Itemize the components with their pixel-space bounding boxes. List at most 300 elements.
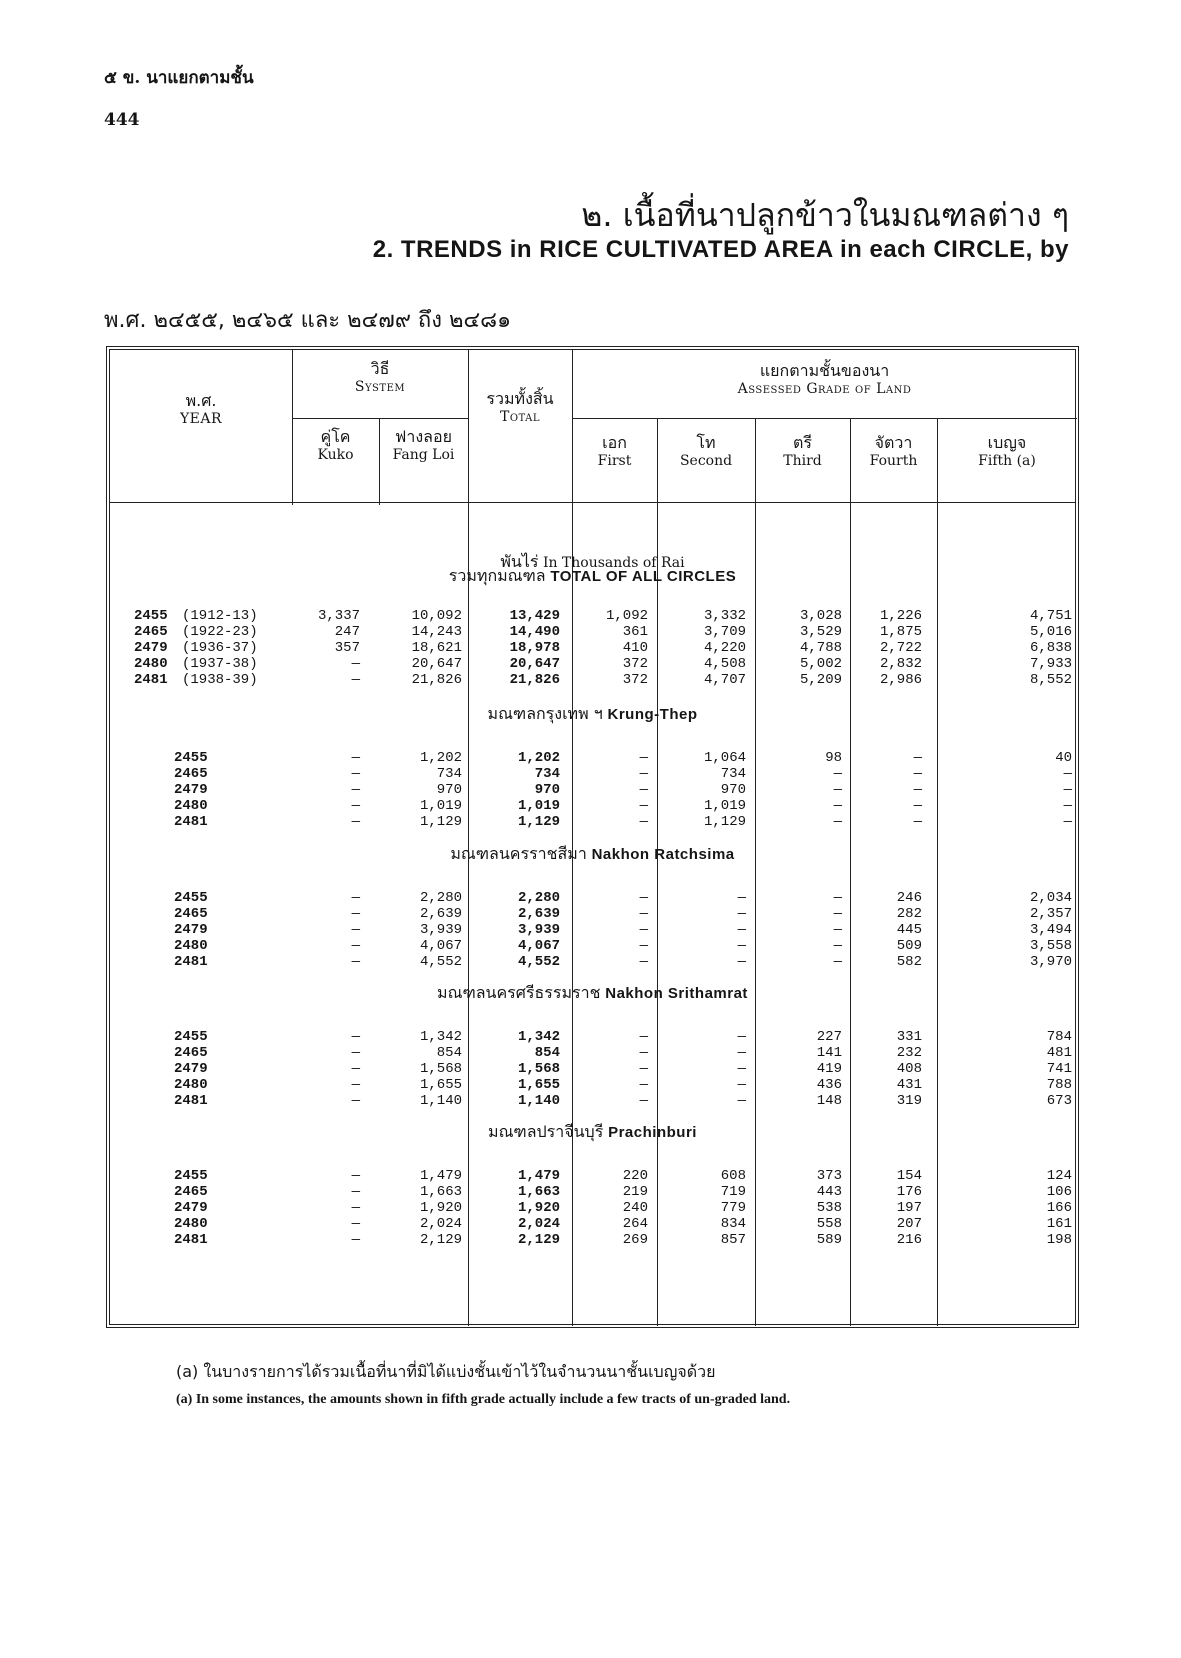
cell-fang: 1,655 — [419, 1077, 462, 1093]
cell-g1: — — [639, 1093, 648, 1109]
footnote-thai: (a) ในบางรายการได้รวมเนื้อที่นาที่มิได้แบ่งชั้นเข้าไว้ในจำนวนนาชั้นเบญจด้วย — [176, 1362, 716, 1381]
cell-g2: 970 — [720, 782, 746, 798]
cell-g3: — — [833, 766, 842, 782]
cell-g3: — — [833, 798, 842, 814]
cell-g1: — — [639, 922, 648, 938]
table-row — [110, 1061, 1075, 1078]
cell-g2: 3,332 — [703, 608, 746, 624]
cell-kuko: — — [351, 1093, 360, 1109]
cell-g2: — — [737, 1077, 746, 1093]
cell-g5: 673 — [1046, 1093, 1072, 1109]
cell-total: 734 — [534, 766, 560, 782]
cell-year: 2479 — [174, 782, 208, 798]
cell-year: 2481 — [174, 1232, 208, 1248]
cell-g4: 509 — [896, 938, 922, 954]
cell-total: 4,552 — [517, 954, 560, 970]
system-header-en: System — [354, 379, 406, 395]
table-row — [110, 1077, 1075, 1094]
table-row — [110, 1184, 1075, 1201]
cell-g2: — — [737, 906, 746, 922]
fourth-header-thai: จัตวา — [874, 433, 913, 452]
cell-total: 1,663 — [517, 1184, 560, 1200]
cell-total: 854 — [534, 1045, 560, 1061]
cell-g5: — — [1063, 814, 1072, 830]
cell-g4: 331 — [896, 1029, 922, 1045]
cell-total: 1,129 — [517, 814, 560, 830]
grade-header — [572, 362, 1077, 398]
cell-fang: 970 — [436, 782, 462, 798]
cell-g1: — — [639, 938, 648, 954]
cell-g2: — — [737, 1061, 746, 1077]
cell-kuko: — — [351, 954, 360, 970]
section-title-thai: มณฑลปราจีนบุรี — [488, 1122, 604, 1141]
cell-fang: 4,067 — [419, 938, 462, 954]
cell-g2: 608 — [720, 1168, 746, 1184]
cell-fang: 1,568 — [419, 1061, 462, 1077]
cell-year: 2455 — [174, 890, 208, 906]
cell-year: 2480 — [134, 656, 168, 672]
years-thai: พ.ศ. ๒๔๕๕, ๒๔๖๕ และ ๒๔๗๙ ถึง ๒๔๘๑ — [104, 308, 512, 333]
cell-g3: 4,788 — [799, 640, 842, 656]
cell-fang: 1,479 — [419, 1168, 462, 1184]
cell-g1: — — [639, 1045, 648, 1061]
cell-g3: 443 — [816, 1184, 842, 1200]
table-row — [110, 1216, 1075, 1233]
unit-thai: พันไร่ — [500, 552, 539, 571]
cell-g2: 4,220 — [703, 640, 746, 656]
year-header — [110, 392, 292, 428]
cell-g3: 3,028 — [799, 608, 842, 624]
cell-g5: — — [1063, 798, 1072, 814]
third-header-en: Third — [783, 453, 822, 469]
section-title-en: TOTAL OF ALL CIRCLES — [550, 568, 737, 585]
third-header — [755, 434, 850, 470]
cell-g1: — — [639, 1029, 648, 1045]
cell-kuko: — — [351, 1077, 360, 1093]
cell-g2: 857 — [720, 1232, 746, 1248]
cell-g1: — — [639, 766, 648, 782]
cell-g4: 232 — [896, 1045, 922, 1061]
cell-g2: — — [737, 954, 746, 970]
cell-g1: 269 — [622, 1232, 648, 1248]
fifth-header — [937, 434, 1077, 470]
cell-total: 1,479 — [517, 1168, 560, 1184]
cell-g5: 784 — [1046, 1029, 1072, 1045]
cell-total: 1,140 — [517, 1093, 560, 1109]
cell-fang: 734 — [436, 766, 462, 782]
cell-g5: 788 — [1046, 1077, 1072, 1093]
cell-ad: (1937-38) — [182, 656, 258, 672]
section-title — [110, 564, 1075, 589]
cell-g1: — — [639, 1061, 648, 1077]
section-title — [110, 981, 1075, 1006]
cell-g3: 419 — [816, 1061, 842, 1077]
cell-g3: — — [833, 782, 842, 798]
table-row — [110, 954, 1075, 971]
cell-g5: 106 — [1046, 1184, 1072, 1200]
cell-year: 2465 — [174, 1045, 208, 1061]
cell-fang: 2,639 — [419, 906, 462, 922]
cell-g1: 240 — [622, 1200, 648, 1216]
cell-year: 2455 — [174, 750, 208, 766]
cell-total: 18,978 — [509, 640, 560, 656]
cell-year: 2480 — [174, 938, 208, 954]
cell-g5: 2,357 — [1029, 906, 1072, 922]
cell-fang: 2,024 — [419, 1216, 462, 1232]
cell-ad: (1936-37) — [182, 640, 258, 656]
cell-kuko: — — [351, 672, 360, 688]
cell-kuko: — — [351, 906, 360, 922]
cell-year: 2481 — [134, 672, 168, 688]
cell-g5: 124 — [1046, 1168, 1072, 1184]
title-english: 2. TRENDS in RICE CULTIVATED AREA in each CIRCLE, by — [372, 236, 1069, 263]
cell-ad: (1922-23) — [182, 624, 258, 640]
cell-g3: 538 — [816, 1200, 842, 1216]
cell-g2: 1,064 — [703, 750, 746, 766]
cell-year: 2479 — [174, 1061, 208, 1077]
cell-g3: 373 — [816, 1168, 842, 1184]
cell-year: 2479 — [134, 640, 168, 656]
cell-kuko: — — [351, 1216, 360, 1232]
cell-g1: 220 — [622, 1168, 648, 1184]
third-header-thai: ตรี — [793, 433, 812, 452]
cell-fang: 10,092 — [411, 608, 462, 624]
table-row — [110, 782, 1075, 799]
fifth-header-thai: เบญจ — [987, 433, 1027, 452]
second-header-en: Second — [679, 453, 733, 469]
cell-fang: 1,129 — [419, 814, 462, 830]
cell-g1: 372 — [622, 672, 648, 688]
table-row — [110, 906, 1075, 923]
cell-g4: 319 — [896, 1093, 922, 1109]
cell-total: 1,202 — [517, 750, 560, 766]
section-title — [110, 842, 1075, 867]
cell-fang: 1,663 — [419, 1184, 462, 1200]
cell-g5: 166 — [1046, 1200, 1072, 1216]
table-row — [110, 890, 1075, 907]
cell-total: 4,067 — [517, 938, 560, 954]
grade-rule — [572, 418, 1077, 419]
cell-g5: — — [1063, 766, 1072, 782]
cell-g4: — — [913, 814, 922, 830]
fourth-header-en: Fourth — [869, 453, 918, 469]
section-title — [110, 1120, 1075, 1145]
cell-g1: — — [639, 1077, 648, 1093]
cell-kuko: — — [351, 1232, 360, 1248]
cell-g5: 3,558 — [1029, 938, 1072, 954]
second-header — [657, 434, 755, 470]
cell-g5: 198 — [1046, 1232, 1072, 1248]
cell-kuko: — — [351, 782, 360, 798]
year-header-thai: พ.ศ. — [185, 391, 217, 410]
cell-fang: 1,342 — [419, 1029, 462, 1045]
cell-g1: 219 — [622, 1184, 648, 1200]
running-head: ๕ ข. นาแยกตามชั้น — [104, 68, 254, 88]
cell-g4: 282 — [896, 906, 922, 922]
cell-g2: — — [737, 922, 746, 938]
cell-year: 2465 — [174, 1184, 208, 1200]
cell-g2: 4,508 — [703, 656, 746, 672]
table-row — [110, 814, 1075, 831]
title-thai: ๒. เนื้อที่นาปลูกข้าวในมณฑลต่าง ๆ — [581, 196, 1069, 234]
cell-g4: — — [913, 766, 922, 782]
kuko-header-thai: คู่โค — [320, 427, 351, 446]
cell-g4: 445 — [896, 922, 922, 938]
cell-g3: — — [833, 938, 842, 954]
cell-fang: 854 — [436, 1045, 462, 1061]
page-number: 444 — [104, 110, 140, 130]
cell-kuko: — — [351, 798, 360, 814]
cell-kuko: 247 — [334, 624, 360, 640]
cell-g1: 410 — [622, 640, 648, 656]
section-title-en: Krung-Thep — [607, 706, 698, 723]
cell-kuko: — — [351, 656, 360, 672]
cell-g2: — — [737, 1029, 746, 1045]
cell-g4: — — [913, 798, 922, 814]
system-rule — [292, 418, 468, 419]
cell-g3: 148 — [816, 1093, 842, 1109]
total-header-thai: รวมทั้งสิ้น — [486, 389, 554, 408]
cell-g5: 5,016 — [1029, 624, 1072, 640]
cell-g4: 1,875 — [879, 624, 922, 640]
cell-g1: — — [639, 890, 648, 906]
cell-total: 1,342 — [517, 1029, 560, 1045]
cell-g3: — — [833, 954, 842, 970]
cell-g3: 558 — [816, 1216, 842, 1232]
cell-g1: 264 — [622, 1216, 648, 1232]
cell-g5: 161 — [1046, 1216, 1072, 1232]
section-title-thai: มณฑลนครราชสีมา — [450, 844, 587, 863]
cell-year: 2465 — [134, 624, 168, 640]
kuko-header — [292, 428, 379, 464]
cell-total: 970 — [534, 782, 560, 798]
cell-year: 2481 — [174, 814, 208, 830]
cell-g3: 98 — [825, 750, 842, 766]
cell-g4: 176 — [896, 1184, 922, 1200]
table-row — [110, 766, 1075, 783]
kuko-header-en: Kuko — [317, 447, 354, 463]
cell-g5: 8,552 — [1029, 672, 1072, 688]
section-title — [110, 702, 1075, 727]
cell-g4: 2,986 — [879, 672, 922, 688]
first-header-thai: เอก — [602, 433, 627, 452]
unit-en: In Thousands of Rai — [542, 555, 685, 571]
cell-g2: — — [737, 890, 746, 906]
cell-kuko: — — [351, 1168, 360, 1184]
cell-g5: 2,034 — [1029, 890, 1072, 906]
cell-kuko: — — [351, 1029, 360, 1045]
cell-g5: — — [1063, 782, 1072, 798]
cell-year: 2479 — [174, 1200, 208, 1216]
cell-g2: — — [737, 1045, 746, 1061]
table-row — [110, 656, 1075, 673]
section-title-en: Nakhon Ratchsima — [591, 846, 735, 863]
fifth-header-en: Fifth (a) — [978, 453, 1036, 469]
first-header-en: First — [597, 453, 632, 469]
cell-kuko: — — [351, 1045, 360, 1061]
cell-g1: — — [639, 798, 648, 814]
cell-g3: — — [833, 922, 842, 938]
table-row — [110, 750, 1075, 767]
cell-g5: 741 — [1046, 1061, 1072, 1077]
cell-total: 1,655 — [517, 1077, 560, 1093]
cell-g4: 154 — [896, 1168, 922, 1184]
cell-g1: — — [639, 954, 648, 970]
cell-fang: 1,202 — [419, 750, 462, 766]
cell-year: 2455 — [174, 1168, 208, 1184]
cell-g4: 2,722 — [879, 640, 922, 656]
cell-g2: 719 — [720, 1184, 746, 1200]
table-row — [110, 1029, 1075, 1046]
cell-ad: (1938-39) — [182, 672, 258, 688]
cell-g4: — — [913, 750, 922, 766]
cell-g3: 589 — [816, 1232, 842, 1248]
cell-g3: 3,529 — [799, 624, 842, 640]
cell-fang: 21,826 — [411, 672, 462, 688]
year-header-en: YEAR — [179, 411, 223, 427]
cell-total: 2,129 — [517, 1232, 560, 1248]
table-row — [110, 672, 1075, 689]
cell-kuko: — — [351, 766, 360, 782]
cell-g3: — — [833, 906, 842, 922]
cell-g1: 1,092 — [605, 608, 648, 624]
fangloi-header — [379, 428, 468, 464]
table-row — [110, 1232, 1075, 1249]
cell-fang: 14,243 — [411, 624, 462, 640]
cell-g4: 197 — [896, 1200, 922, 1216]
cell-g1: 361 — [622, 624, 648, 640]
system-header — [292, 360, 468, 396]
cell-total: 1,920 — [517, 1200, 560, 1216]
cell-kuko: — — [351, 814, 360, 830]
cell-year: 2479 — [174, 922, 208, 938]
cell-kuko: — — [351, 1184, 360, 1200]
cell-year: 2465 — [174, 906, 208, 922]
first-header — [572, 434, 657, 470]
cell-g4: 246 — [896, 890, 922, 906]
cell-g4: 431 — [896, 1077, 922, 1093]
header-bottom-rule — [110, 502, 1075, 503]
cell-total: 2,639 — [517, 906, 560, 922]
section-title-thai: มณฑลกรุงเทพ ฯ — [487, 704, 603, 723]
cell-g5: 3,494 — [1029, 922, 1072, 938]
cell-fang: 18,621 — [411, 640, 462, 656]
cell-g2: 734 — [720, 766, 746, 782]
cell-g1: 372 — [622, 656, 648, 672]
cell-g1: — — [639, 906, 648, 922]
cell-g3: 436 — [816, 1077, 842, 1093]
cell-year: 2480 — [174, 1077, 208, 1093]
cell-g2: 3,709 — [703, 624, 746, 640]
cell-g4: 2,832 — [879, 656, 922, 672]
cell-g5: 7,933 — [1029, 656, 1072, 672]
table-row — [110, 922, 1075, 939]
total-header-en: Total — [499, 409, 541, 425]
fourth-header — [850, 434, 937, 470]
total-header — [468, 390, 572, 426]
cell-g2: 1,129 — [703, 814, 746, 830]
cell-year: 2465 — [174, 766, 208, 782]
cell-fang: 1,140 — [419, 1093, 462, 1109]
cell-g2: 779 — [720, 1200, 746, 1216]
cell-total: 1,019 — [517, 798, 560, 814]
table-row — [110, 1045, 1075, 1062]
cell-total: 3,939 — [517, 922, 560, 938]
cell-year: 2481 — [174, 1093, 208, 1109]
table-row — [110, 1168, 1075, 1185]
section-title-thai: มณฑลนครศรีธรรมราช — [437, 983, 601, 1002]
cell-total: 1,568 — [517, 1061, 560, 1077]
cell-kuko: — — [351, 1061, 360, 1077]
cell-g4: — — [913, 782, 922, 798]
cell-kuko: — — [351, 938, 360, 954]
cell-total: 2,280 — [517, 890, 560, 906]
table-row — [110, 640, 1075, 657]
cell-year: 2480 — [174, 1216, 208, 1232]
cell-year: 2455 — [134, 608, 168, 624]
cell-kuko: — — [351, 750, 360, 766]
grade-header-thai: แยกตามชั้นของนา — [759, 361, 890, 380]
table-row — [110, 798, 1075, 815]
cell-kuko: 3,337 — [317, 608, 360, 624]
system-header-thai: วิธี — [370, 359, 390, 378]
cell-g1: — — [639, 782, 648, 798]
cell-total: 21,826 — [509, 672, 560, 688]
cell-g4: 582 — [896, 954, 922, 970]
cell-g3: — — [833, 890, 842, 906]
cell-kuko: — — [351, 890, 360, 906]
cell-total: 13,429 — [509, 608, 560, 624]
cell-g5: 3,970 — [1029, 954, 1072, 970]
footnote-english: (a) In some instances, the amounts shown in fifth grade actually include a few tracts of un-graded land. — [176, 1392, 791, 1407]
cell-g4: 216 — [896, 1232, 922, 1248]
cell-fang: 2,280 — [419, 890, 462, 906]
cell-g2: — — [737, 1093, 746, 1109]
cell-fang: 20,647 — [411, 656, 462, 672]
cell-g5: 6,838 — [1029, 640, 1072, 656]
table-row — [110, 938, 1075, 955]
cell-g2: 1,019 — [703, 798, 746, 814]
cell-fang: 1,019 — [419, 798, 462, 814]
cell-year: 2480 — [174, 798, 208, 814]
cell-g2: 834 — [720, 1216, 746, 1232]
cell-g3: 141 — [816, 1045, 842, 1061]
cell-g2: 4,707 — [703, 672, 746, 688]
cell-total: 14,490 — [509, 624, 560, 640]
grade-header-en: Assessed Grade of Land — [737, 381, 912, 397]
cell-g1: — — [639, 750, 648, 766]
table-row — [110, 624, 1075, 641]
table-row — [110, 1200, 1075, 1217]
table-row — [110, 608, 1075, 625]
cell-g3: 227 — [816, 1029, 842, 1045]
cell-g1: — — [639, 814, 648, 830]
table-row — [110, 1093, 1075, 1110]
cell-ad: (1912-13) — [182, 608, 258, 624]
section-title-en: Prachinburi — [608, 1124, 697, 1141]
cell-g5: 481 — [1046, 1045, 1072, 1061]
cell-g3: — — [833, 814, 842, 830]
cell-g5: 4,751 — [1029, 608, 1072, 624]
cell-g3: 5,002 — [799, 656, 842, 672]
cell-year: 2481 — [174, 954, 208, 970]
section-title-thai: รวมทุกมณฑล — [448, 566, 546, 585]
cell-g4: 408 — [896, 1061, 922, 1077]
cell-fang: 4,552 — [419, 954, 462, 970]
cell-g4: 1,226 — [879, 608, 922, 624]
cell-kuko: — — [351, 922, 360, 938]
cell-kuko: 357 — [334, 640, 360, 656]
